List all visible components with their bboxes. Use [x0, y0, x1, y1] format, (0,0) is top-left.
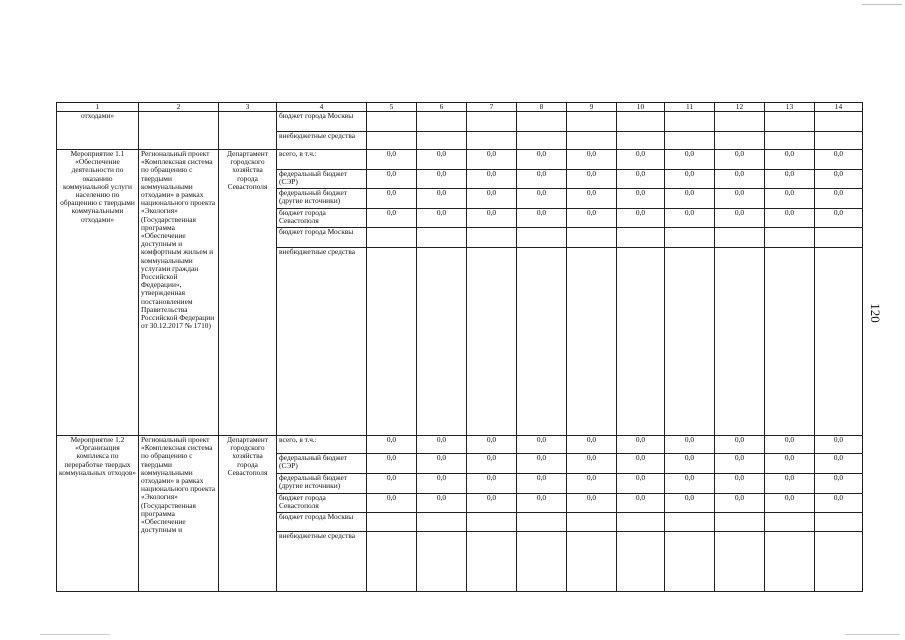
- value-cell: 0,0: [765, 189, 815, 209]
- value-cell: 0,0: [467, 170, 517, 189]
- value-cell: [467, 112, 517, 132]
- value-cell: [417, 112, 467, 132]
- page-number: 120: [867, 303, 883, 323]
- value-cell: 0,0: [715, 189, 765, 209]
- value-cell: [517, 513, 567, 532]
- header-cell: 10: [617, 103, 665, 112]
- value-cell: [815, 112, 863, 132]
- scan-artifact-line: [845, 634, 900, 635]
- funding-source-cell: внебюджетные средства: [277, 132, 367, 150]
- value-cell: 0,0: [665, 454, 715, 474]
- value-cell: 0,0: [417, 209, 467, 228]
- value-cell: [765, 228, 815, 248]
- value-cell: 0,0: [765, 170, 815, 189]
- value-cell: 0,0: [665, 170, 715, 189]
- funding-source-cell: федеральный бюджет (другие источники): [277, 189, 367, 209]
- value-cell: 0,0: [367, 209, 417, 228]
- value-cell: 0,0: [467, 474, 517, 494]
- value-cell: 0,0: [765, 454, 815, 474]
- value-cell: 0,0: [815, 150, 863, 170]
- value-cell: [417, 132, 467, 150]
- value-cell: 0,0: [417, 494, 467, 513]
- value-cell: [715, 132, 765, 150]
- value-cell: 0,0: [567, 494, 617, 513]
- value-cell: [617, 112, 665, 132]
- value-cell: [567, 112, 617, 132]
- value-cell: [367, 513, 417, 532]
- value-cell: [517, 132, 567, 150]
- value-cell: 0,0: [517, 209, 567, 228]
- value-cell: 0,0: [367, 474, 417, 494]
- value-cell: 0,0: [367, 150, 417, 170]
- value-cell: 0,0: [517, 454, 567, 474]
- value-cell: [417, 228, 467, 248]
- funding-source-cell: федеральный бюджет (СЭР): [277, 170, 367, 189]
- department-cell: Департамент городского хозяйства города Севастополя: [219, 150, 277, 436]
- value-cell: 0,0: [467, 454, 517, 474]
- value-cell: 0,0: [617, 494, 665, 513]
- value-cell: 0,0: [815, 189, 863, 209]
- value-cell: [567, 513, 617, 532]
- value-cell: 0,0: [665, 494, 715, 513]
- header-cell: 14: [815, 103, 863, 112]
- value-cell: 0,0: [617, 170, 665, 189]
- value-cell: [765, 513, 815, 532]
- value-cell: [815, 132, 863, 150]
- value-cell: 0,0: [517, 494, 567, 513]
- value-cell: 0,0: [665, 189, 715, 209]
- value-cell: 0,0: [517, 189, 567, 209]
- value-cell: [517, 248, 567, 436]
- value-cell: [467, 248, 517, 436]
- value-cell: [815, 513, 863, 532]
- value-cell: [815, 248, 863, 436]
- value-cell: [715, 513, 765, 532]
- value-cell: [715, 228, 765, 248]
- department-cell: [219, 112, 277, 150]
- value-cell: [517, 112, 567, 132]
- value-cell: 0,0: [715, 209, 765, 228]
- value-cell: [765, 248, 815, 436]
- value-cell: 0,0: [815, 454, 863, 474]
- value-cell: 0,0: [367, 189, 417, 209]
- value-cell: [617, 132, 665, 150]
- value-cell: 0,0: [417, 436, 467, 454]
- funding-source-cell: бюджет города Москвы: [277, 228, 367, 248]
- value-cell: [567, 248, 617, 436]
- value-cell: [417, 513, 467, 532]
- value-cell: [567, 228, 617, 248]
- value-cell: 0,0: [467, 494, 517, 513]
- value-cell: 0,0: [815, 209, 863, 228]
- value-cell: 0,0: [517, 474, 567, 494]
- value-cell: 0,0: [567, 150, 617, 170]
- value-cell: [815, 228, 863, 248]
- value-cell: 0,0: [567, 436, 617, 454]
- value-cell: [765, 532, 815, 592]
- value-cell: 0,0: [617, 474, 665, 494]
- value-cell: 0,0: [765, 494, 815, 513]
- value-cell: 0,0: [567, 454, 617, 474]
- department-cell: Департамент городского хозяйства города Севастополя: [219, 436, 277, 592]
- value-cell: [367, 112, 417, 132]
- value-cell: [665, 248, 715, 436]
- value-cell: 0,0: [765, 209, 815, 228]
- value-cell: 0,0: [567, 474, 617, 494]
- value-cell: [665, 228, 715, 248]
- funding-source-cell: внебюджетные средства: [277, 532, 367, 592]
- value-cell: 0,0: [367, 454, 417, 474]
- measure-name-cell: отходами»: [57, 112, 139, 150]
- funding-source-cell: бюджет города Москвы: [277, 112, 367, 132]
- header-cell: 11: [665, 103, 715, 112]
- value-cell: [517, 532, 567, 592]
- value-cell: [367, 228, 417, 248]
- value-cell: [467, 228, 517, 248]
- value-cell: 0,0: [815, 170, 863, 189]
- value-cell: 0,0: [567, 189, 617, 209]
- funding-source-cell: федеральный бюджет (СЭР): [277, 454, 367, 474]
- measure-name-cell: Мероприятие 1.1 «Обеспечение деятельности по оказанию коммунальной услуги населению по обращению с твердыми коммунальными отходами»: [57, 150, 139, 436]
- project-cell: Региональный проект «Комплексная система по обращению с твердыми коммунальными отходами» в рамках национального проекта «Экология» (Государственная программа «Обеспечение доступным и: [139, 436, 219, 592]
- measure-name-cell: Мероприятие 1.2 «Организация комплекса по переработке твердых коммунальных отходов»: [57, 436, 139, 592]
- value-cell: [567, 532, 617, 592]
- scan-artifact-line: [862, 4, 902, 5]
- value-cell: 0,0: [665, 209, 715, 228]
- funding-source-cell: федеральный бюджет (другие источники): [277, 474, 367, 494]
- value-cell: 0,0: [517, 150, 567, 170]
- header-row: [57, 103, 863, 112]
- value-cell: 0,0: [715, 494, 765, 513]
- value-cell: [617, 513, 665, 532]
- value-cell: 0,0: [417, 474, 467, 494]
- value-cell: [467, 532, 517, 592]
- value-cell: [665, 513, 715, 532]
- value-cell: [815, 532, 863, 592]
- value-cell: 0,0: [517, 436, 567, 454]
- value-cell: 0,0: [617, 150, 665, 170]
- value-cell: 0,0: [367, 494, 417, 513]
- value-cell: 0,0: [815, 436, 863, 454]
- funding-source-cell: бюджет города Севастополя: [277, 494, 367, 513]
- value-cell: 0,0: [715, 454, 765, 474]
- value-cell: 0,0: [765, 150, 815, 170]
- value-cell: [417, 248, 467, 436]
- value-cell: [417, 532, 467, 592]
- value-cell: [617, 532, 665, 592]
- header-cell: 4: [277, 103, 367, 112]
- value-cell: 0,0: [417, 189, 467, 209]
- value-cell: 0,0: [665, 150, 715, 170]
- table-row: [57, 150, 863, 170]
- table-row: [57, 112, 863, 132]
- value-cell: [517, 228, 567, 248]
- project-cell: [139, 112, 219, 150]
- value-cell: 0,0: [467, 189, 517, 209]
- value-cell: 0,0: [417, 170, 467, 189]
- value-cell: 0,0: [815, 474, 863, 494]
- funding-source-cell: всего, в т.ч.:: [277, 436, 367, 454]
- value-cell: 0,0: [567, 170, 617, 189]
- header-cell: 12: [715, 103, 765, 112]
- value-cell: 0,0: [567, 209, 617, 228]
- value-cell: [715, 112, 765, 132]
- value-cell: [467, 513, 517, 532]
- value-cell: [367, 532, 417, 592]
- header-cell: 13: [765, 103, 815, 112]
- value-cell: [665, 532, 715, 592]
- value-cell: [665, 132, 715, 150]
- value-cell: 0,0: [765, 436, 815, 454]
- value-cell: 0,0: [815, 494, 863, 513]
- header-cell: 9: [567, 103, 617, 112]
- value-cell: 0,0: [617, 436, 665, 454]
- project-cell: Региональный проект «Комплексная система по обращению с твердыми коммунальными отходами» в рамках национального проекта «Экология» (Государственная программа «Обеспечение доступным и комфортным жильем и коммунальными услугами граждан Российской Федерации», утвержденная постановлением Правительства Российской Федерации от 30.12.2017 № 1710): [139, 150, 219, 436]
- value-cell: 0,0: [715, 170, 765, 189]
- value-cell: [765, 112, 815, 132]
- value-cell: 0,0: [765, 474, 815, 494]
- value-cell: 0,0: [617, 189, 665, 209]
- value-cell: [567, 132, 617, 150]
- value-cell: 0,0: [367, 436, 417, 454]
- value-cell: 0,0: [715, 436, 765, 454]
- value-cell: 0,0: [417, 454, 467, 474]
- funding-source-cell: бюджет города Севастополя: [277, 209, 367, 228]
- value-cell: [467, 132, 517, 150]
- value-cell: [765, 132, 815, 150]
- table-row: [57, 436, 863, 454]
- header-cell: 8: [517, 103, 567, 112]
- value-cell: 0,0: [665, 436, 715, 454]
- value-cell: 0,0: [467, 150, 517, 170]
- funding-source-cell: всего, в т.ч.:: [277, 150, 367, 170]
- value-cell: 0,0: [665, 474, 715, 494]
- value-cell: 0,0: [617, 209, 665, 228]
- header-cell: 1: [57, 103, 139, 112]
- value-cell: [617, 248, 665, 436]
- funding-source-cell: бюджет города Москвы: [277, 513, 367, 532]
- value-cell: [367, 132, 417, 150]
- value-cell: [367, 248, 417, 436]
- value-cell: 0,0: [715, 474, 765, 494]
- header-cell: 7: [467, 103, 517, 112]
- header-cell: 2: [139, 103, 219, 112]
- header-cell: 6: [417, 103, 467, 112]
- value-cell: 0,0: [715, 150, 765, 170]
- value-cell: 0,0: [467, 209, 517, 228]
- budget-table: [56, 102, 863, 592]
- value-cell: [715, 248, 765, 436]
- header-cell: 3: [219, 103, 277, 112]
- value-cell: 0,0: [467, 436, 517, 454]
- value-cell: 0,0: [367, 170, 417, 189]
- value-cell: [715, 532, 765, 592]
- value-cell: 0,0: [617, 454, 665, 474]
- value-cell: [617, 228, 665, 248]
- funding-source-cell: внебюджетные средства: [277, 248, 367, 436]
- header-cell: 5: [367, 103, 417, 112]
- scan-artifact-line: [40, 634, 110, 635]
- value-cell: [665, 112, 715, 132]
- value-cell: 0,0: [417, 150, 467, 170]
- value-cell: 0,0: [517, 170, 567, 189]
